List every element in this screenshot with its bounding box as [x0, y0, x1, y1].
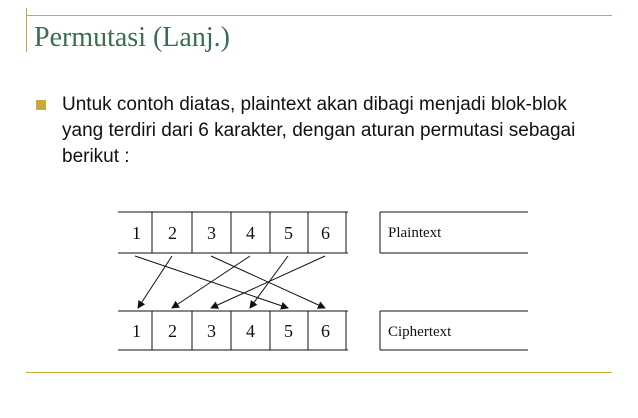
square-bullet-icon	[36, 100, 46, 110]
permutation-arrows	[135, 256, 325, 308]
plaintext-cell-4: 4	[246, 223, 255, 243]
ciphertext-cell-2: 2	[168, 321, 177, 341]
ciphertext-cell-4: 4	[246, 321, 255, 341]
bullet-text: Untuk contoh diatas, plaintext akan dibagi menjadi blok-blok yang terdiri dari 6 karakter, dengan aturan permutasi sebagai berikut :	[62, 94, 576, 167]
ciphertext-label: Ciphertext	[388, 324, 452, 340]
ciphertext-cell-1: 1	[132, 321, 141, 341]
plaintext-row	[118, 212, 348, 253]
ciphertext-row	[118, 311, 348, 350]
frame-top-line	[26, 15, 612, 16]
frame-bottom-line	[26, 372, 612, 373]
plaintext-cell-5: 5	[284, 223, 293, 243]
plaintext-cell-2: 2	[168, 223, 177, 243]
plaintext-label: Plaintext	[388, 225, 442, 241]
ciphertext-cell-5: 5	[284, 321, 293, 341]
plaintext-label-box	[380, 212, 528, 253]
ciphertext-label-box	[380, 311, 528, 350]
bullet-item	[34, 92, 594, 170]
plaintext-cell-1: 1	[132, 223, 141, 243]
ciphertext-cell-3: 3	[207, 321, 216, 341]
arrow-4-to-2	[172, 256, 250, 308]
slide-title: Permutasi (Lanj.)	[34, 22, 230, 53]
ciphertext-cell-6: 6	[321, 321, 330, 341]
plaintext-cell-3: 3	[207, 223, 216, 243]
plaintext-cell-6: 6	[321, 223, 330, 243]
permutation-diagram	[118, 205, 538, 355]
arrow-2-to-1	[138, 256, 172, 308]
